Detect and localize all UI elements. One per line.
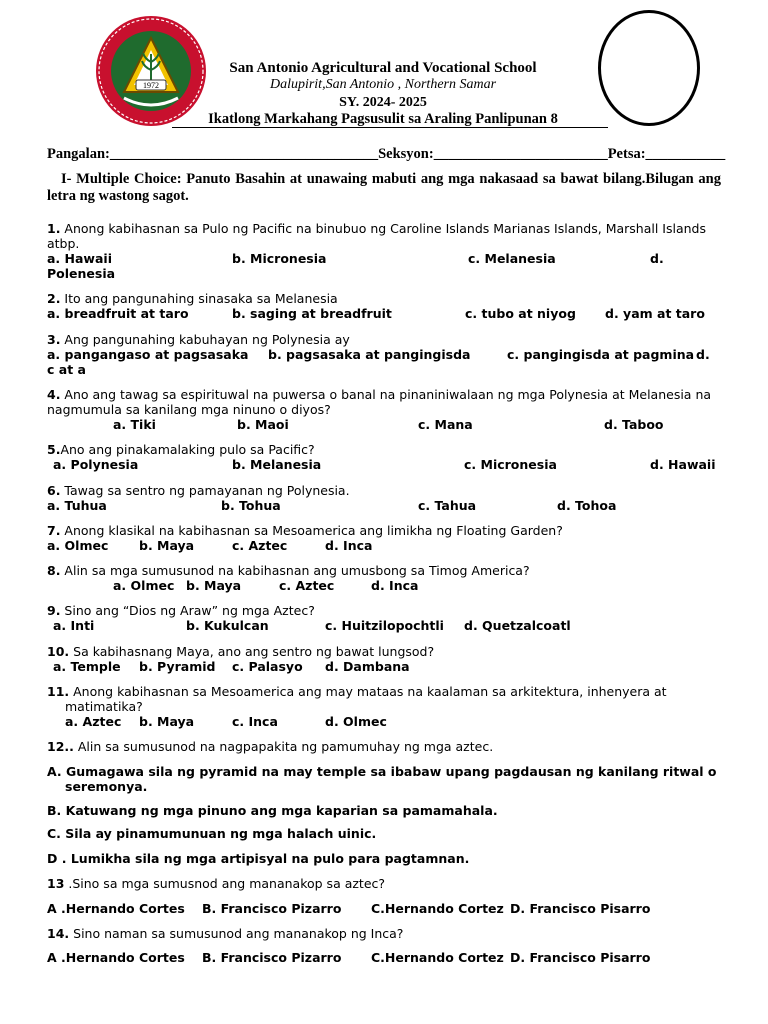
option-13d[interactable]: D. Francisco Pisarro <box>510 901 651 916</box>
option-12d[interactable]: D . Lumikha sila ng mga artipisyal na pulo para pagtamnan. <box>47 851 470 866</box>
question-8: 8. Alin sa mga sumusunod na kabihasnan ang umusbong sa Timog America? <box>47 563 530 578</box>
question-12: 12.. Alin sa sumusunod na nagpapakita ng pamumuhay ng mga aztec. <box>47 739 494 754</box>
option-5d[interactable]: d. Hawaii <box>650 457 716 472</box>
option-13a[interactable]: A .Hernando Cortes <box>47 901 185 916</box>
options-10 <box>47 659 727 674</box>
option-14b[interactable]: B. Francisco Pizarro <box>202 950 342 965</box>
option-5c[interactable]: c. Micronesia <box>464 457 557 472</box>
option-6a[interactable]: a. Tuhua <box>47 498 107 513</box>
question-9: 9. Sino ang “Dios ng Araw” ng mga Aztec? <box>47 603 315 618</box>
logo-year: 1972 <box>143 81 159 90</box>
question-10: 10. Sa kabihasnang Maya, ano ang sentro ng bawat lungsod? <box>47 644 435 659</box>
question-11: 11. Anong kabihasnan sa Mesoamerica ang may mataas na kaalaman sa arkitektura, inhenyera at <box>47 684 667 699</box>
option-12c[interactable]: C. Sila ay pinamumunuan ng mga halach uinic. <box>47 826 377 841</box>
options-11 <box>47 714 727 729</box>
options-14 <box>47 950 727 965</box>
instructions <box>47 171 721 205</box>
option-3c[interactable]: c. pangingisda at pagmina <box>507 347 695 362</box>
option-4a[interactable]: a. Tiki <box>113 417 156 432</box>
option-10b[interactable]: b. Pyramid <box>139 659 216 674</box>
option-4c[interactable]: c. Mana <box>418 417 473 432</box>
option-4b[interactable]: b. Maoi <box>237 417 289 432</box>
option-14a[interactable]: A .Hernando Cortes <box>47 950 185 965</box>
option-11c[interactable]: c. Inca <box>232 714 278 729</box>
options-3 <box>47 347 727 362</box>
option-2c[interactable]: c. tubo at niyog <box>465 306 576 321</box>
photo-placeholder-circle <box>598 10 700 126</box>
student-info-line[interactable]: Pangalan:_____________________________________Seksyon:________________________Petsa:___________ <box>47 146 726 162</box>
option-3d-text[interactable]: c at a <box>47 362 86 377</box>
option-10d[interactable]: d. Dambana <box>325 659 410 674</box>
option-8b[interactable]: b. Maya <box>186 578 242 593</box>
option-7c[interactable]: c. Aztec <box>232 538 288 553</box>
option-1a[interactable]: a. Hawaii <box>47 251 112 266</box>
option-2d[interactable]: d. yam at taro <box>605 306 705 321</box>
option-1c[interactable]: c. Melanesia <box>468 251 556 266</box>
option-9b[interactable]: b. Kukulcan <box>186 618 269 633</box>
option-3d[interactable]: d. <box>696 347 710 362</box>
option-8a[interactable]: a. Olmec <box>113 578 175 593</box>
option-1d[interactable]: d. <box>650 251 664 266</box>
option-11a[interactable]: a. Aztec <box>65 714 122 729</box>
question-3: 3. Ang pangunahing kabuhayan ng Polynesia ay <box>47 332 350 347</box>
option-9a[interactable]: a. Inti <box>53 618 95 633</box>
options-1 <box>47 251 727 266</box>
options-5 <box>47 457 727 472</box>
question-6: 6. Tawag sa sentro ng pamayanan ng Polynesia. <box>47 483 350 498</box>
options-4 <box>47 417 727 432</box>
question-5: 5.Ano ang pinakamalaking pulo sa Pacific? <box>47 442 315 457</box>
option-6d[interactable]: d. Tohoa <box>557 498 617 513</box>
option-7b[interactable]: b. Maya <box>139 538 195 553</box>
option-8c[interactable]: c. Aztec <box>279 578 335 593</box>
option-14d[interactable]: D. Francisco Pisarro <box>510 950 651 965</box>
option-8d[interactable]: d. Inca <box>371 578 419 593</box>
question-2: 2. Ito ang pangunahing sinasaka sa Melanesia <box>47 291 338 306</box>
option-11b[interactable]: b. Maya <box>139 714 195 729</box>
option-2a[interactable]: a. breadfruit at taro <box>47 306 189 321</box>
options-13 <box>47 901 727 916</box>
option-2b[interactable]: b. saging at breadfruit <box>232 306 392 321</box>
option-12a[interactable]: A. Gumagawa sila ng pyramid na may temple sa ibabaw upang pagdausan ng kanilang ritwal o seremonya. <box>47 764 717 794</box>
header-underline <box>172 127 608 128</box>
option-6b[interactable]: b. Tohua <box>221 498 281 513</box>
options-8 <box>47 578 727 593</box>
option-3a[interactable]: a. pangangaso at pagsasaka <box>47 347 249 362</box>
option-9c[interactable]: c. Huitzilopochtli <box>325 618 444 633</box>
option-5b[interactable]: b. Melanesia <box>232 457 322 472</box>
options-9 <box>47 618 727 633</box>
option-4d[interactable]: d. Taboo <box>604 417 664 432</box>
option-7d[interactable]: d. Inca <box>325 538 373 553</box>
question-7: 7. Anong klasikal na kabihasnan sa Mesoamerica ang limikha ng Floating Garden? <box>47 523 563 538</box>
question-1: 1. Anong kabihasnan sa Pulo ng Pacific na binubuo ng Caroline Islands Marianas Islands, Marshall Islands atbp. <box>47 221 707 251</box>
question-4: 4. Ano ang tawag sa espirituwal na puwersa o banal na pinaniniwalaan ng mga Polynesia at Melanesia na nagmumula sa kanilang mga ninuno o diyos? <box>47 387 712 417</box>
option-13c[interactable]: C.Hernando Cortez <box>371 901 504 916</box>
options-2 <box>47 306 727 321</box>
option-10a[interactable]: a. Temple <box>53 659 121 674</box>
question-13: 13 .Sino sa mga sumusnod ang mananakop sa aztec? <box>47 876 386 891</box>
option-11d[interactable]: d. Olmec <box>325 714 387 729</box>
question-11-cont: matimatika? <box>65 699 143 714</box>
school-year: SY. 2024- 2025 <box>339 95 427 110</box>
exam-title: Ikatlong Markahang Pagsusulit sa Araling Panlipunan 8 <box>208 111 558 127</box>
option-14c[interactable]: C.Hernando Cortez <box>371 950 504 965</box>
options-6 <box>47 498 727 513</box>
option-3b[interactable]: b. pagsasaka at pangingisda <box>268 347 471 362</box>
option-6c[interactable]: c. Tahua <box>418 498 477 513</box>
option-12b[interactable]: B. Katuwang ng mga pinuno ang mga kaparian sa pamamahala. <box>47 803 498 818</box>
school-address: Dalupirit,San Antonio , Northern Samar <box>269 77 497 92</box>
option-1d-text[interactable]: Polenesia <box>47 266 116 281</box>
instructions-text: I- Multiple Choice: Panuto Basahin at unawaing mabuti ang mga nakasaad sa bawat bilang.Bilugan ang letra ng wastong sagot. <box>47 171 721 204</box>
option-1b[interactable]: b. Micronesia <box>232 251 327 266</box>
option-5a[interactable]: a. Polynesia <box>53 457 139 472</box>
option-10c[interactable]: c. Palasyo <box>232 659 303 674</box>
option-7a[interactable]: a. Olmec <box>47 538 109 553</box>
option-13b[interactable]: B. Francisco Pizarro <box>202 901 342 916</box>
school-name: San Antonio Agricultural and Vocational School <box>229 60 537 76</box>
option-9d[interactable]: d. Quetzalcoatl <box>464 618 571 633</box>
question-14: 14. Sino naman sa sumusunod ang mananakop ng Inca? <box>47 926 404 941</box>
options-7 <box>47 538 727 553</box>
